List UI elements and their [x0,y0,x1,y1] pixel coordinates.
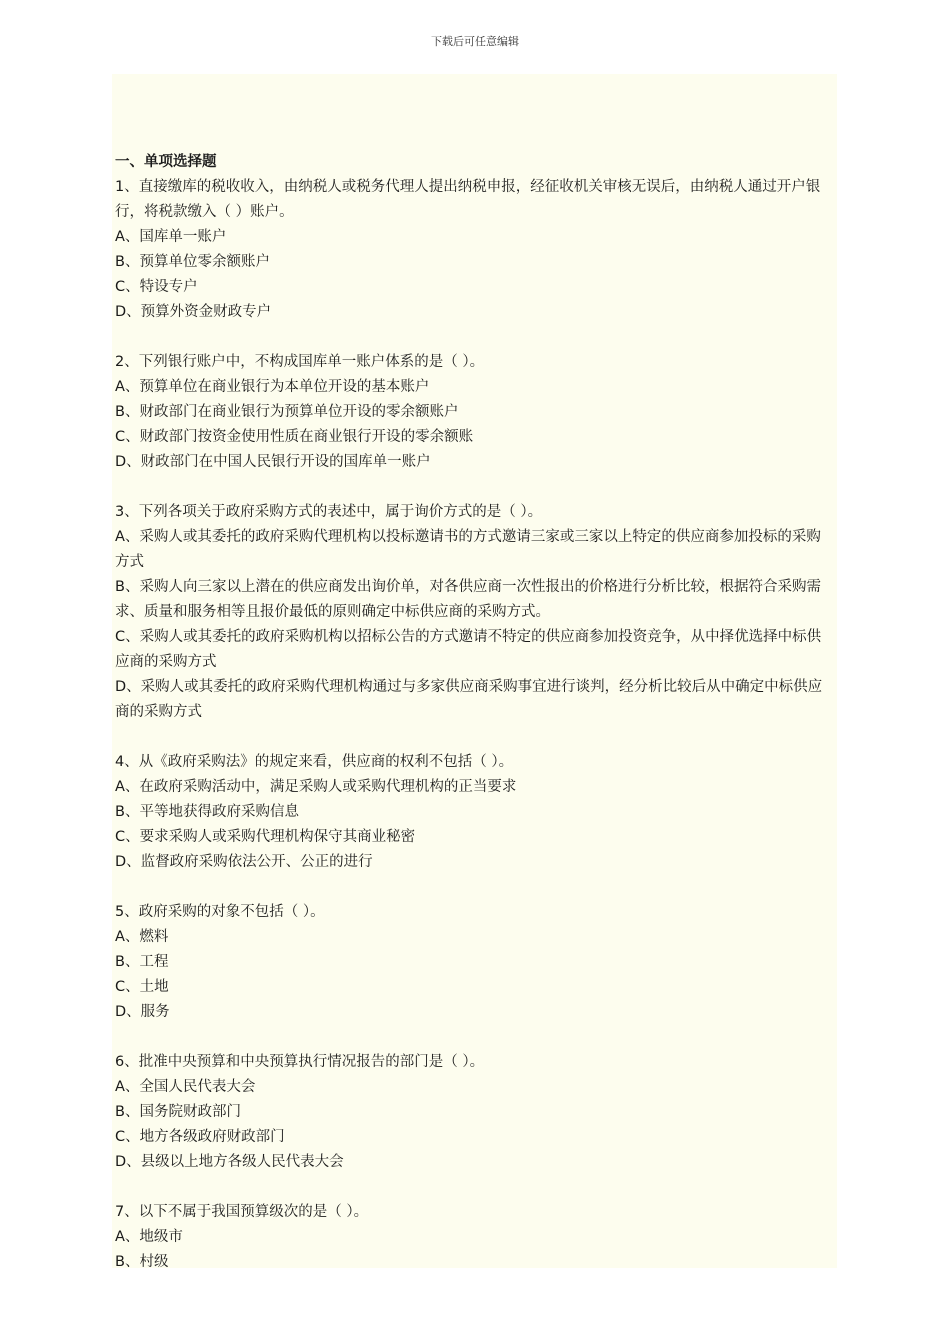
option-b: B、采购人向三家以上潜在的供应商发出询价单，对各供应商一次性报出的价格进行分析比较，根据符合采购需求、质量和服务相等且报价最低的原则确定中标供应商的采购方式。 [115,579,821,620]
option-c: C、要求采购人或采购代理机构保守其商业秘密 [115,829,416,845]
question-stem: 7、以下不属于我国预算级次的是（ ）。 [115,1204,369,1220]
question-6 [115,1050,831,1175]
content-panel [112,74,837,1268]
option-b: B、平等地获得政府采购信息 [115,804,299,820]
option-d: D、服务 [115,1004,170,1020]
option-b: B、村级 [115,1254,169,1270]
question-list [115,150,831,1275]
question-stem: 4、从《政府采购法》的规定来看，供应商的权利不包括（ ）。 [115,754,514,770]
option-d: D、采购人或其委托的政府采购代理机构通过与多家供应商采购事宜进行谈判，经分析比较后从中确定中标供应商的采购方式 [115,679,823,720]
option-c: C、特设专户 [115,279,198,295]
option-c: C、地方各级政府财政部门 [115,1129,285,1145]
option-b: B、预算单位零余额账户 [115,254,270,270]
option-d: D、财政部门在中国人民银行开设的国库单一账户 [115,454,431,470]
option-a: A、全国人民代表大会 [115,1079,256,1095]
question-stem: 1、直接缴库的税收收入，由纳税人或税务代理人提出纳税申报，经征收机关审核无误后，由纳税人通过开户银行，将税款缴入（ ）账户。 [115,179,821,220]
question-stem: 6、批准中央预算和中央预算执行情况报告的部门是（ ）。 [115,1054,485,1070]
option-a: A、燃料 [115,929,169,945]
question-7 [115,1200,831,1275]
question-2 [115,350,831,475]
question-4 [115,750,831,875]
option-b: B、工程 [115,954,169,970]
question-5 [115,900,831,1025]
option-a: A、地级市 [115,1229,183,1245]
option-b: B、国务院财政部门 [115,1104,241,1120]
page-header-note: 下载后可任意编辑 [431,35,519,48]
question-stem: 2、下列银行账户中，不构成国库单一账户体系的是（ ）。 [115,354,485,370]
option-a: A、国库单一账户 [115,229,227,245]
option-c: C、采购人或其委托的政府采购机构以招标公告的方式邀请不特定的供应商参加投资竞争，从中择优选择中标供应商的采购方式 [115,629,822,670]
option-d: D、监督政府采购依法公开、公正的进行 [115,854,373,870]
option-a: A、采购人或其委托的政府采购代理机构以投标邀请书的方式邀请三家或三家以上特定的供应商参加投标的采购方式 [115,529,821,570]
question-3 [115,500,831,725]
section-title: 一、单项选择题 [115,154,217,170]
option-a: A、在政府采购活动中，满足采购人或采购代理机构的正当要求 [115,779,517,795]
question-stem: 3、下列各项关于政府采购方式的表述中，属于询价方式的是（ ）。 [115,504,543,520]
option-b: B、财政部门在商业银行为预算单位开设的零余额账户 [115,404,459,420]
option-c: C、土地 [115,979,169,995]
question-stem: 5、政府采购的对象不包括（ ）。 [115,904,325,920]
question-1 [115,175,831,325]
option-d: D、县级以上地方各级人民代表大会 [115,1154,344,1170]
option-a: A、预算单位在商业银行为本单位开设的基本账户 [115,379,430,395]
option-d: D、预算外资金财政专户 [115,304,272,320]
option-c: C、财政部门按资金使用性质在商业银行开设的零余额账 [115,429,474,445]
